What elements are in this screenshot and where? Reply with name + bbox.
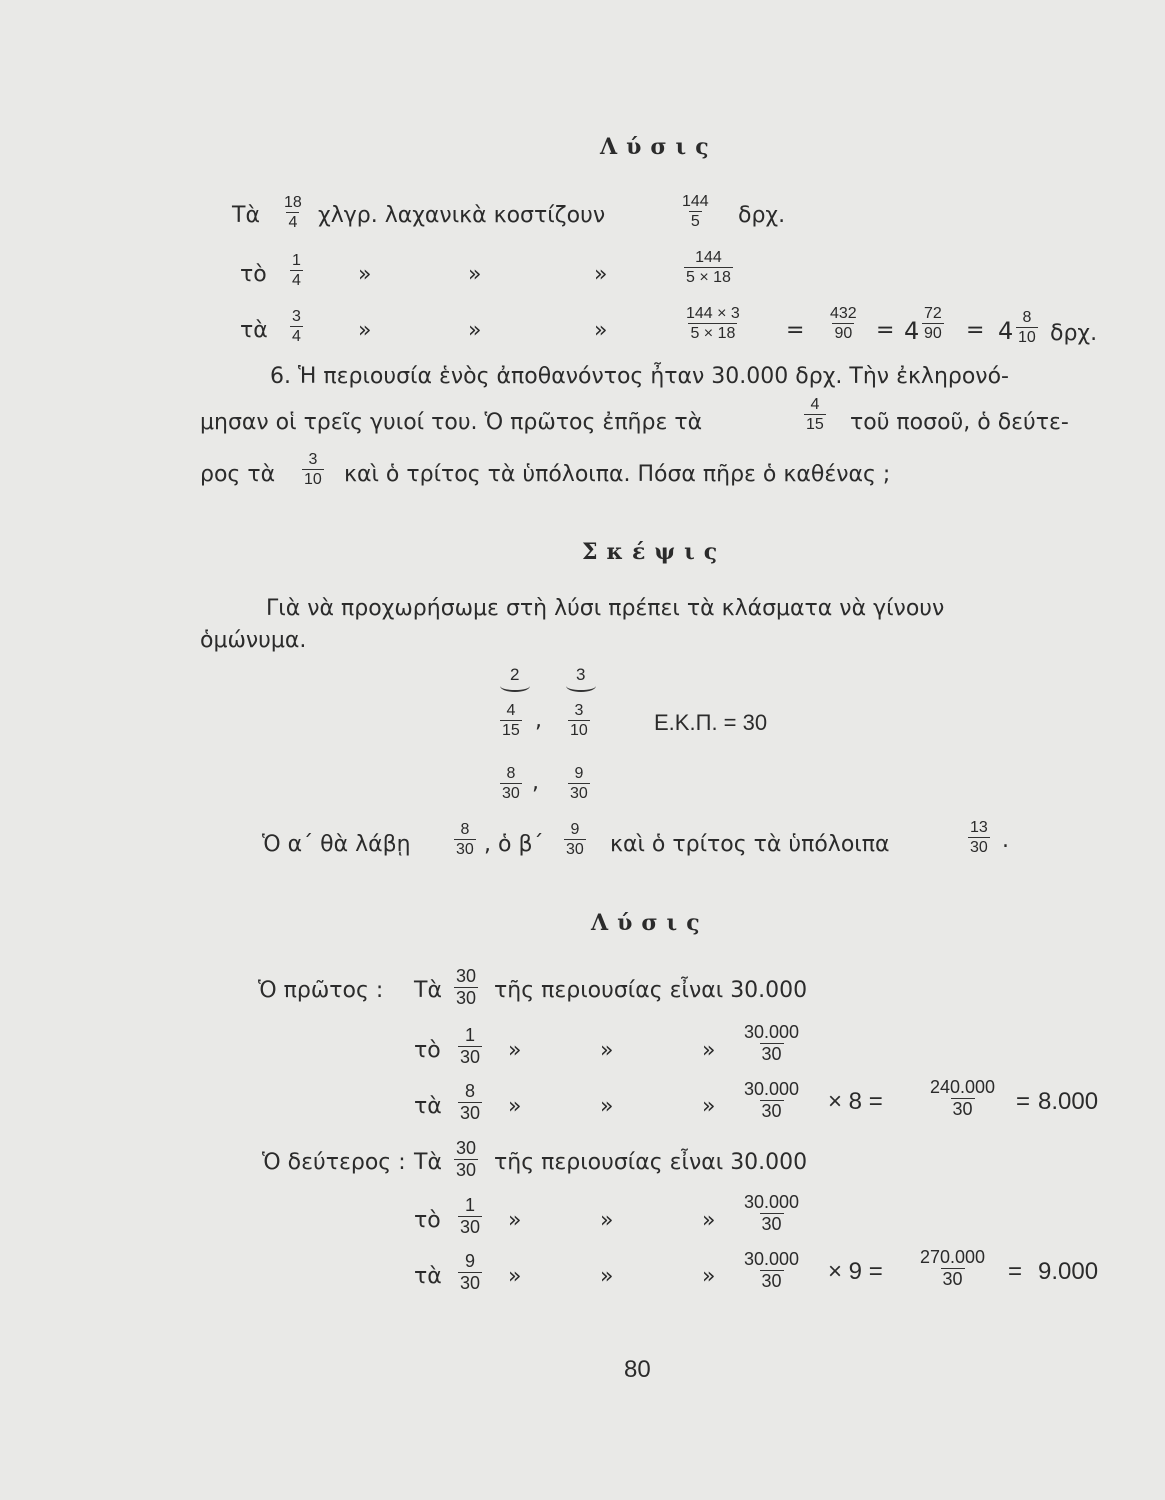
fraction-13-30: $\frac{13}{30}$ [970,819,988,856]
fraction-144-5x18: $\frac{144}{5 \times 18}$ [686,249,731,286]
first-result: 8.000 [1038,1088,1099,1115]
problem6-line2a: μησαν οἱ τρεῖς γυιοί του. Ὁ πρῶτος ἐπῆρε τὰ [200,410,703,435]
ditto-mark: » [594,318,608,343]
section-heading-solution-1: Λύσις [600,134,718,160]
ditto-mark: » [594,262,608,287]
fraction-8-30: $\frac{8}{30}$ [502,765,520,802]
section-heading-thinking: Σκέψις [582,539,727,565]
fraction-3-4: $\frac{3}{4}$ [292,308,301,345]
second-a-prefix: Τὰ [414,1150,442,1175]
line1-text: χλγρ. λαχανικὰ κοστίζουν [318,203,606,228]
ditto-mark: » [600,1208,614,1233]
ditto-mark: » [600,1038,614,1063]
second-b-prefix: τὸ [414,1208,441,1233]
ditto-mark: » [702,1264,716,1289]
fraction-3-10: $\frac{3}{10}$ [304,451,322,488]
fraction-1-4: $\frac{1}{4}$ [292,252,301,289]
line2-prefix: τὸ [240,262,267,287]
fraction-18-4: $\frac{18}{4}$ [284,194,302,231]
ditto-mark: » [702,1094,716,1119]
fraction-30000-30: $\frac{30.000}{30}$ [744,1192,800,1234]
lcm-label: Ε.Κ.Π. = 30 [654,710,768,735]
fraction-240000-30: $\frac{240.000}{30}$ [930,1077,996,1119]
ditto-mark: » [702,1208,716,1233]
second-son-label: Ὁ δεύτερος : [262,1150,406,1175]
result-line-b: , ὁ β΄ [484,832,544,857]
brace-mark [566,680,596,692]
fraction-8-30: $\frac{8}{30}$ [456,821,474,858]
first-b-prefix: τὸ [414,1038,441,1063]
fraction-4-15: $\frac{4}{15}$ [502,702,520,739]
first-son-label: Ὁ πρῶτος : [258,978,384,1003]
comma: , [532,770,539,795]
first-a-prefix: Τὰ [414,978,442,1003]
section-heading-solution-2: Λύσις [591,910,709,936]
unit-drachmas: δρχ. [1050,321,1098,346]
second-c-prefix: τὰ [414,1264,442,1289]
second-a-text: τῆς περιουσίας εἶναι 30.000 [494,1150,808,1175]
problem6-line1: 6. Ἡ περιουσία ἑνὸς ἀποθανόντος ἦταν 30.000 δρχ. Τὴν ἐκληρονό- [270,364,1009,389]
multiply-8: × 8 = [828,1088,883,1115]
fraction-3-10: $\frac{3}{10}$ [570,702,588,739]
whole-part: 4 [998,317,1014,345]
fraction-30000-30: $\frac{30.000}{30}$ [744,1249,800,1291]
first-c-prefix: τὰ [414,1094,442,1119]
result-line-c: καὶ ὁ τρίτος τὰ ὑπόλοιπα [610,832,890,857]
ditto-mark: » [468,262,482,287]
ditto-mark: » [358,262,372,287]
problem6-line3a: ρος τὰ [200,462,276,487]
period: . [1002,828,1009,853]
thinking-line2: ὁμώνυμα. [200,628,307,653]
ditto-mark: » [600,1094,614,1119]
problem6-line3b: καὶ ὁ τρίτος τὰ ὑπόλοιπα. Πόσα πῆρε ὁ καθένας ; [344,462,891,487]
fraction-9-30: $\frac{9}{30}$ [460,1251,481,1293]
fraction-9-30: $\frac{9}{30}$ [566,821,584,858]
ditto-mark: » [468,318,482,343]
fraction-144-5: $\frac{144}{5}$ [682,193,709,230]
equals-sign: = [966,318,985,343]
fraction-1-30: $\frac{1}{30}$ [460,1195,481,1237]
equals-sign: = [876,318,895,343]
line1-unit: δρχ. [738,203,786,228]
problem6-line2b: τοῦ ποσοῦ, ὁ δεύτε- [850,410,1069,435]
ditto-mark: » [702,1038,716,1063]
line1-prefix: Τὰ [232,203,260,228]
ditto-mark: » [600,1264,614,1289]
fraction-432-90: $\frac{432}{90}$ [830,305,857,342]
ditto-mark: » [508,1038,522,1063]
fraction-270000-30: $\frac{270.000}{30}$ [920,1247,986,1289]
line3-prefix: τὰ [240,318,268,343]
ditto-mark: » [508,1264,522,1289]
equals-sign: = [1008,1258,1023,1285]
ditto-mark: » [508,1094,522,1119]
page-number: 80 [624,1356,651,1383]
fraction-8-10: $\frac{8}{10}$ [1018,309,1036,346]
fraction-30000-30: $\frac{30.000}{30}$ [744,1079,800,1121]
ditto-mark: » [508,1208,522,1233]
comma: , [535,708,542,733]
fraction-1-30: $\frac{1}{30}$ [460,1025,481,1067]
fraction-8-30: $\frac{8}{30}$ [460,1081,481,1123]
first-a-text: τῆς περιουσίας εἶναι 30.000 [494,978,808,1003]
thinking-line1: Γιὰ νὰ προχωρήσωμε στὴ λύσι πρέπει τὰ κλάσματα νὰ γίνουν [266,596,945,621]
fraction-72-90: $\frac{72}{90}$ [924,305,942,342]
multiplier-2: 2 [510,665,520,684]
second-result: 9.000 [1038,1258,1099,1285]
fraction-30-30: $\frac{30}{30}$ [456,966,477,1008]
fraction-30000-30: $\frac{30.000}{30}$ [744,1022,800,1064]
whole-part: 4 [904,317,920,345]
equals-sign: = [1016,1088,1031,1115]
ditto-mark: » [358,318,372,343]
fraction-30-30: $\frac{30}{30}$ [456,1138,477,1180]
equals-sign: = [786,318,805,343]
fraction-4-15: $\frac{4}{15}$ [806,396,824,433]
result-line-a: Ὁ α΄ θὰ λάβῃ [262,832,411,857]
multiplier-3: 3 [576,665,586,684]
brace-mark [500,680,530,692]
multiply-9: × 9 = [828,1258,883,1285]
fraction-144x3-5x18: $\frac{144 \times 3}{5 \times 18}$ [686,305,740,342]
fraction-9-30: $\frac{9}{30}$ [570,765,588,802]
